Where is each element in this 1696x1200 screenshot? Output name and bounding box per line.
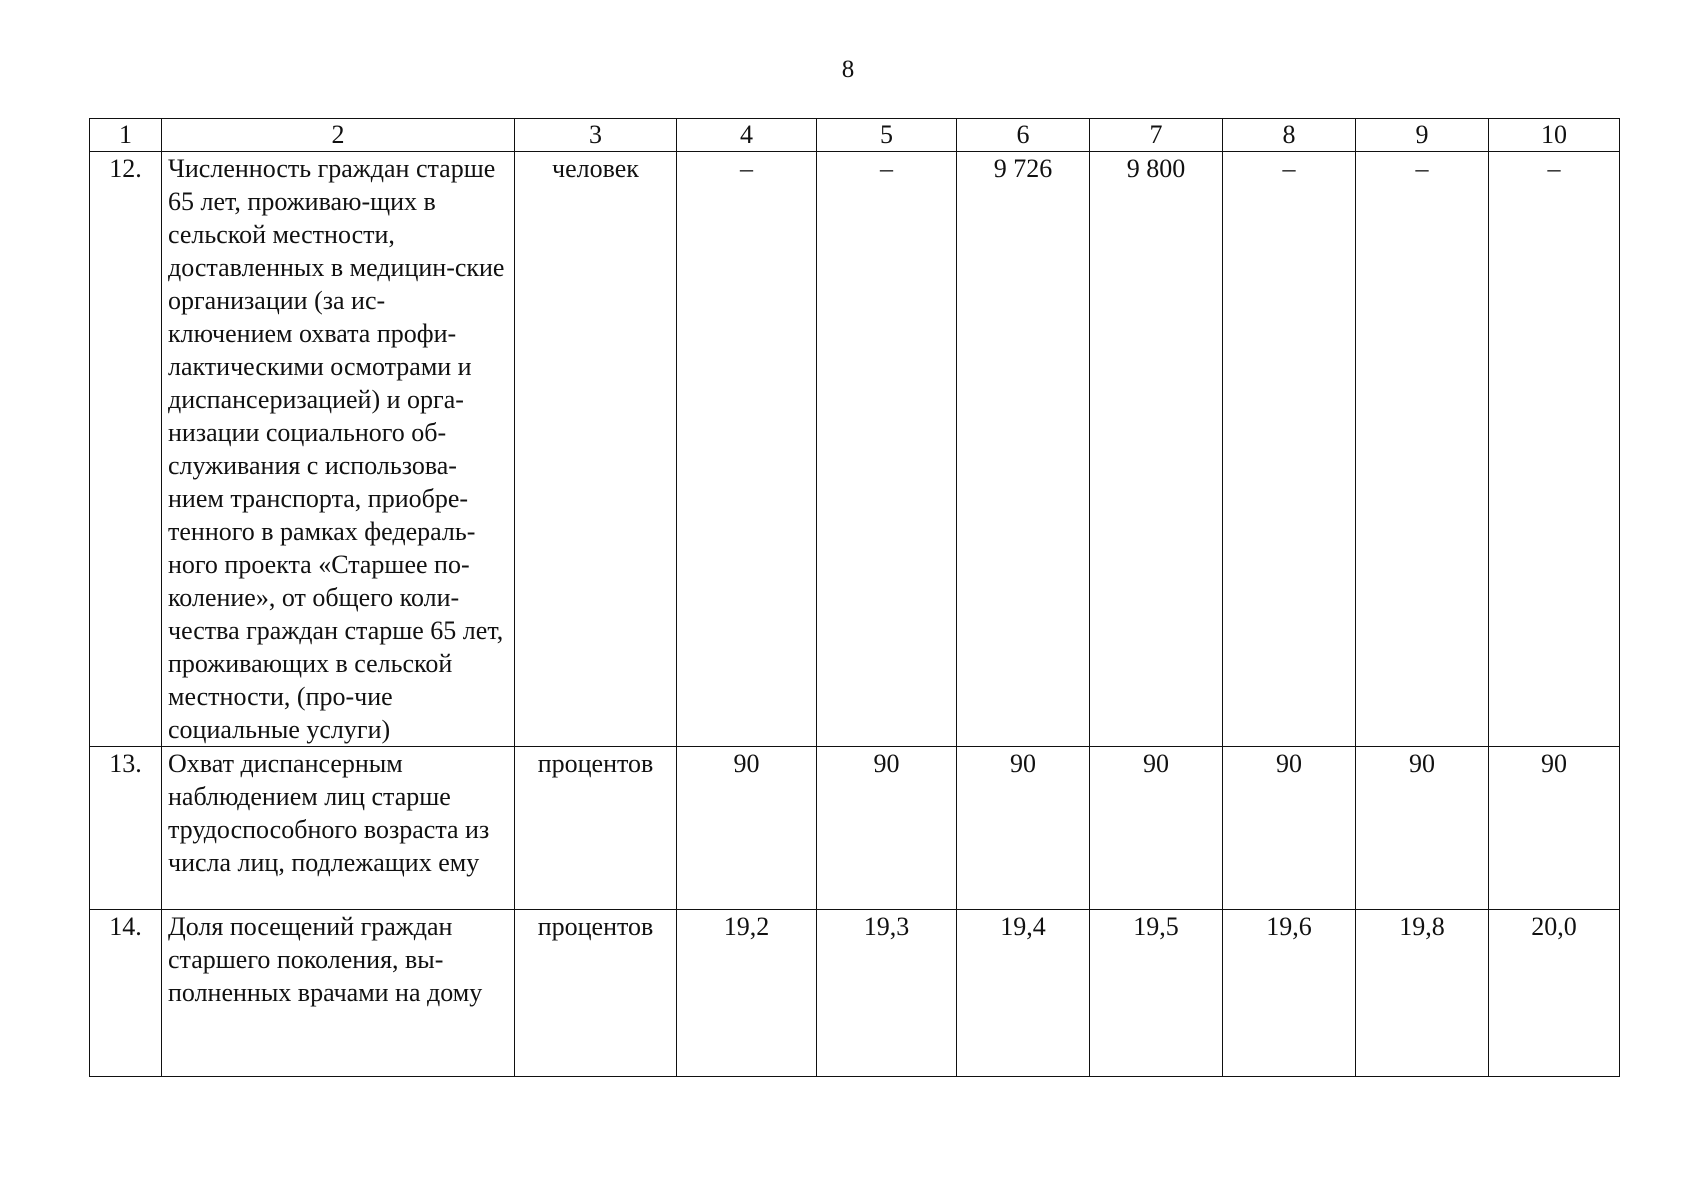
unit-cell: процентов <box>515 910 677 1077</box>
value-cell: 90 <box>817 747 957 910</box>
indicator-name: Доля посещений граждан старшего поколения, вы-полненных врачами на дому <box>162 910 515 1077</box>
value-cell: 20,0 <box>1489 910 1620 1077</box>
value-cell: 90 <box>957 747 1090 910</box>
page-number: 8 <box>841 56 855 83</box>
value-cell: – <box>1356 152 1489 747</box>
value-cell: – <box>677 152 817 747</box>
value-cell: 19,5 <box>1090 910 1223 1077</box>
value-cell: 90 <box>677 747 817 910</box>
value-cell: 9 726 <box>957 152 1090 747</box>
table-row <box>90 910 1620 1077</box>
indicator-name: Охват диспансерным наблюдением лиц старше трудоспособного возраста из числа лиц, подлежащих ему <box>162 747 515 910</box>
value-cell: 19,6 <box>1223 910 1356 1077</box>
header-cell: 7 <box>1090 119 1223 152</box>
value-cell: 90 <box>1090 747 1223 910</box>
table-row <box>90 747 1620 910</box>
value-cell: 19,8 <box>1356 910 1489 1077</box>
value-cell: – <box>817 152 957 747</box>
value-cell: 90 <box>1489 747 1620 910</box>
value-cell: 9 800 <box>1090 152 1223 747</box>
row-number: 12. <box>90 152 162 747</box>
header-cell: 6 <box>957 119 1090 152</box>
value-cell: – <box>1489 152 1620 747</box>
unit-cell: человек <box>515 152 677 747</box>
indicators-table <box>89 118 1620 1077</box>
indicator-name: Численность граждан старше 65 лет, проживаю-щих в сельской местности, доставленных в медицин-ские организации (за ис-ключением охвата профи-лактическими осмотрами и диспансеризацией) и орга-низации социального об-служивания с использова-нием транспорта, приобре-тенного в рамках федераль-ного проекта «Старшее по-коление», от общего коли-чества граждан старше 65 лет, проживающих в сельской местности, (про-чие социальные услуги) <box>162 152 515 747</box>
value-cell: 19,2 <box>677 910 817 1077</box>
value-cell: 90 <box>1223 747 1356 910</box>
row-number: 14. <box>90 910 162 1077</box>
value-cell: – <box>1223 152 1356 747</box>
row-number: 13. <box>90 747 162 910</box>
header-cell: 5 <box>817 119 957 152</box>
table-row <box>90 152 1620 747</box>
header-cell: 3 <box>515 119 677 152</box>
value-cell: 19,4 <box>957 910 1090 1077</box>
header-cell: 10 <box>1489 119 1620 152</box>
header-cell: 4 <box>677 119 817 152</box>
header-cell: 1 <box>90 119 162 152</box>
header-cell: 8 <box>1223 119 1356 152</box>
value-cell: 19,3 <box>817 910 957 1077</box>
table-header-row <box>90 119 1620 152</box>
unit-cell: процентов <box>515 747 677 910</box>
value-cell: 90 <box>1356 747 1489 910</box>
header-cell: 9 <box>1356 119 1489 152</box>
header-cell: 2 <box>162 119 515 152</box>
